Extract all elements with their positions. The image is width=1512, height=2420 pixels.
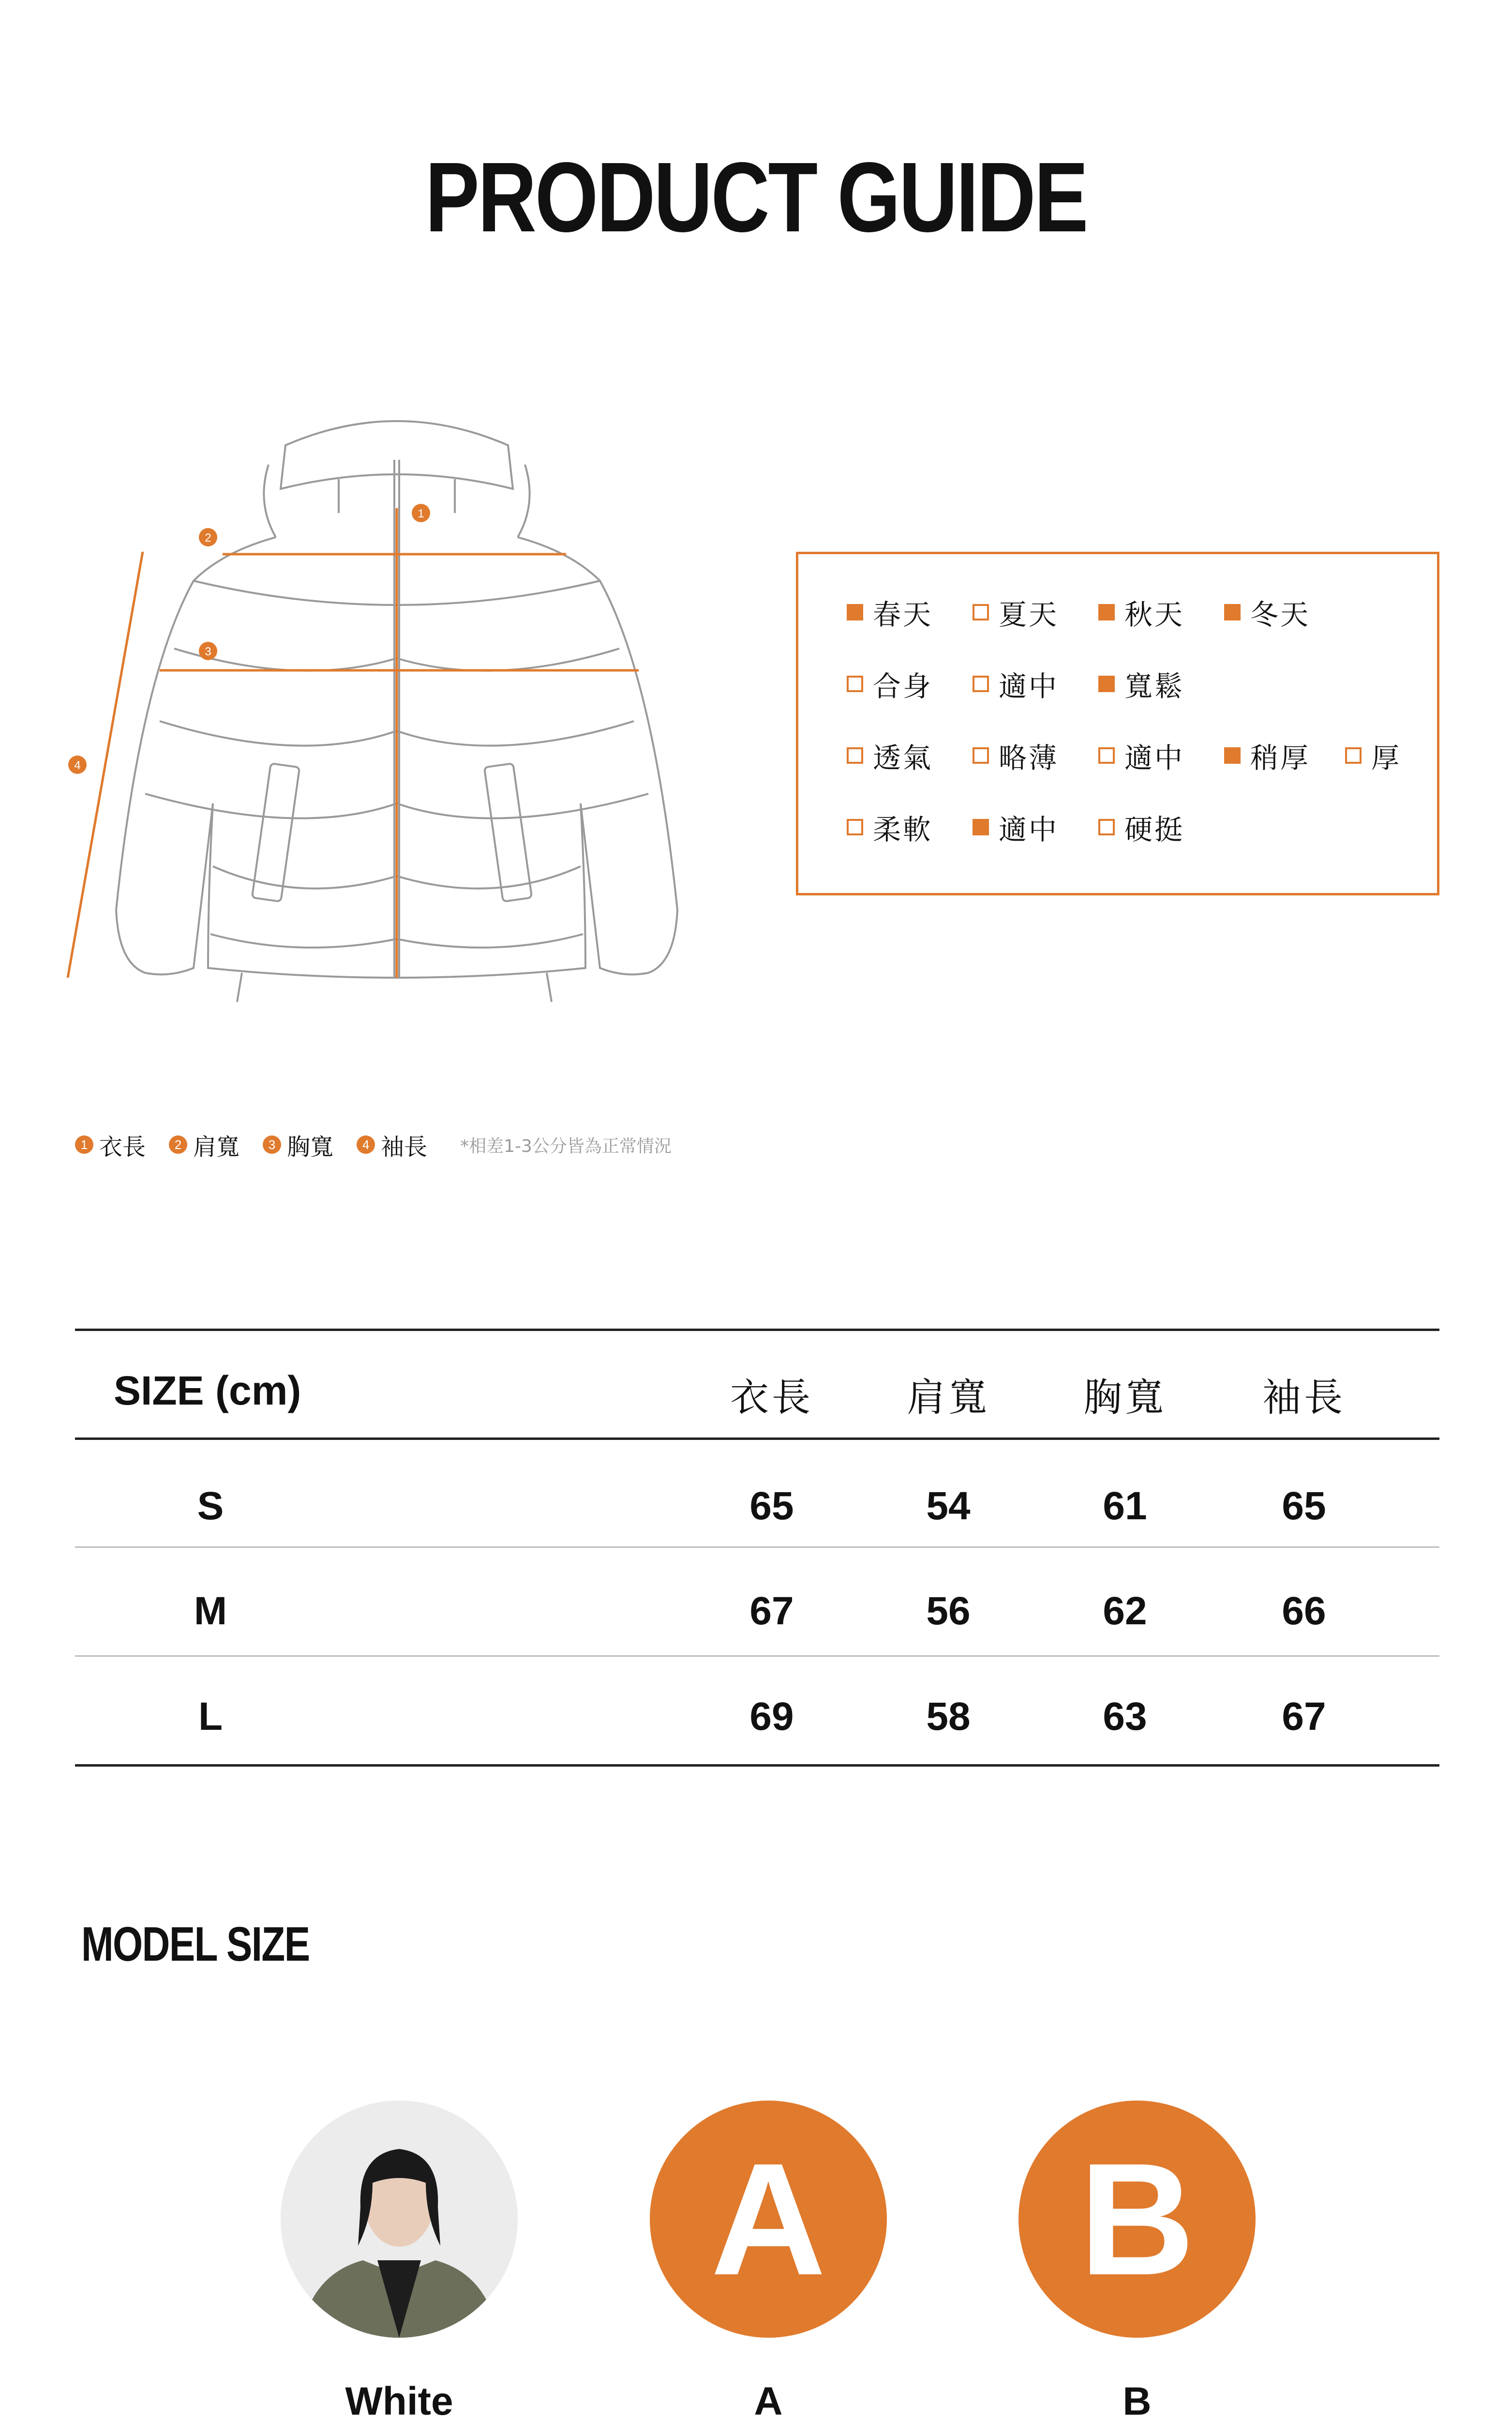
- legend-number-badge: 3: [263, 1135, 281, 1154]
- legend-label: 肩寬: [193, 1133, 240, 1161]
- checkbox-icon: [1098, 676, 1115, 692]
- marker-3-label: 3: [205, 645, 211, 658]
- model-card-b: [992, 2101, 1282, 2420]
- table-cell: 58: [926, 1694, 971, 1739]
- column-header: 肩寬: [907, 1375, 990, 1420]
- model-photo-avatar: [281, 2101, 518, 2338]
- legend-label: 衣長: [99, 1133, 146, 1161]
- model-letter-avatar: B: [1018, 2101, 1256, 2338]
- attr-label: 夏天: [999, 598, 1059, 631]
- table-cell: 54: [926, 1484, 971, 1528]
- attr-item: [973, 664, 1059, 704]
- legend-number-badge: 1: [75, 1135, 93, 1154]
- table-cell: 63: [1103, 1694, 1147, 1739]
- attr-item: [847, 735, 933, 776]
- checkbox-icon: [1098, 747, 1115, 764]
- size-label: L: [198, 1694, 223, 1739]
- checkbox-icon: [973, 747, 989, 764]
- attr-item: [847, 664, 933, 704]
- checkbox-icon: [847, 819, 863, 835]
- attr-label: 適中: [1124, 741, 1185, 774]
- table-header-label: SIZE (cm): [114, 1368, 301, 1413]
- checkbox-icon: [1224, 747, 1241, 764]
- model-card-a: [623, 2101, 913, 2420]
- table-cell: 67: [749, 1589, 794, 1633]
- attr-item: [1224, 592, 1310, 633]
- attr-label: 適中: [999, 670, 1059, 703]
- measurement-legend: [75, 1128, 672, 1162]
- column-header: 衣長: [730, 1375, 813, 1420]
- table-top-rule: [75, 1329, 1439, 1331]
- attribute-checklist: [796, 552, 1439, 895]
- checkbox-icon: [847, 604, 863, 620]
- jacket-diagram: [48, 378, 706, 1036]
- table-cell: 66: [1282, 1589, 1326, 1633]
- table-cell: 56: [926, 1589, 971, 1633]
- attr-label: 春天: [873, 598, 933, 631]
- tolerance-note: *相差1-3公分皆為正常情況: [460, 1136, 672, 1156]
- checkbox-icon: [973, 819, 989, 835]
- attr-label: 冬天: [1250, 598, 1311, 631]
- attr-label: 硬挺: [1124, 813, 1185, 846]
- attr-label: 合身: [873, 670, 933, 703]
- model-name: A: [754, 2379, 783, 2420]
- legend-label: 袖長: [381, 1133, 428, 1161]
- legend-number-badge: 2: [169, 1135, 187, 1154]
- checkbox-icon: [1098, 819, 1115, 835]
- model-card-white: [254, 2101, 544, 2420]
- size-label: M: [194, 1589, 227, 1633]
- legend-number-badge: 4: [357, 1135, 375, 1154]
- checkbox-icon: [1345, 747, 1362, 764]
- attr-item: [1098, 807, 1184, 847]
- attr-item: [1098, 592, 1184, 633]
- attr-item: [1345, 735, 1401, 776]
- row-divider: [75, 1655, 1439, 1657]
- attr-label: 稍厚: [1250, 741, 1311, 774]
- table-header-rule: [75, 1437, 1439, 1440]
- attr-item: [847, 592, 933, 633]
- legend-item: [75, 1128, 146, 1162]
- table-cell: 65: [1282, 1484, 1326, 1528]
- attr-label: 透氣: [873, 741, 933, 774]
- table-cell: 67: [1282, 1694, 1326, 1739]
- attr-item: [1224, 735, 1310, 776]
- table-cell: 69: [749, 1694, 794, 1739]
- model-portrait-image: [281, 2101, 518, 2338]
- checkbox-icon: [1098, 604, 1115, 620]
- attr-label: 厚: [1371, 741, 1402, 774]
- attr-label: 寬鬆: [1124, 670, 1185, 703]
- column-header: 袖長: [1262, 1375, 1346, 1420]
- checkbox-icon: [847, 676, 863, 692]
- checkbox-icon: [973, 676, 989, 692]
- attr-label: 秋天: [1124, 598, 1185, 631]
- checkbox-icon: [973, 604, 989, 620]
- column-header: 胸寬: [1083, 1375, 1167, 1420]
- attr-item: [973, 592, 1059, 633]
- legend-label: 胸寬: [287, 1133, 334, 1161]
- attr-label: 柔軟: [873, 813, 933, 846]
- row-divider: [75, 1546, 1439, 1548]
- model-letter-avatar: A: [650, 2101, 887, 2338]
- page-title: PRODUCT GUIDE: [425, 142, 1087, 253]
- model-name: B: [1123, 2379, 1152, 2420]
- legend-item: [169, 1128, 240, 1162]
- attr-item: [1098, 664, 1184, 704]
- attr-label: 略薄: [999, 741, 1059, 774]
- checkbox-icon: [847, 747, 863, 764]
- size-label: S: [197, 1484, 224, 1528]
- attr-item: [973, 735, 1059, 776]
- model-size-heading: MODEL SIZE: [81, 1917, 310, 1971]
- table-cell: 61: [1103, 1484, 1147, 1528]
- table-cell: 62: [1103, 1589, 1147, 1633]
- marker-1-label: 1: [418, 507, 424, 520]
- attr-item: [847, 807, 933, 847]
- jacket-outline-illustration: [48, 378, 706, 1036]
- attr-item: [1098, 735, 1184, 776]
- attr-item: [973, 807, 1059, 847]
- attr-label: 適中: [999, 813, 1059, 846]
- checkbox-icon: [1224, 604, 1241, 620]
- model-name: White: [345, 2379, 453, 2420]
- table-cell: 65: [749, 1484, 794, 1528]
- legend-item: [357, 1128, 427, 1162]
- table-bottom-rule: [75, 1764, 1439, 1767]
- marker-4-label: 4: [74, 759, 81, 772]
- marker-2-label: 2: [205, 531, 211, 544]
- legend-item: [263, 1128, 333, 1162]
